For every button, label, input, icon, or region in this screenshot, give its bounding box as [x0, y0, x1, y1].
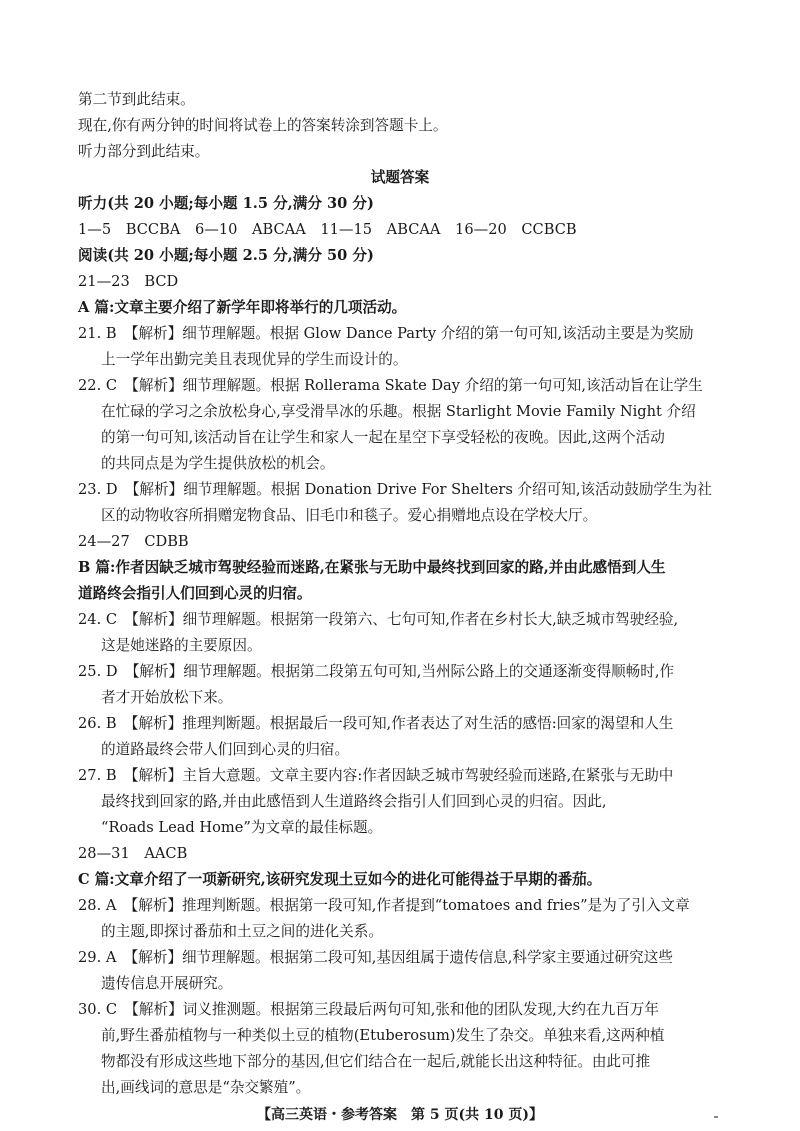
explanation-line: “Roads Lead Home”为文章的最佳标题。: [101, 819, 383, 836]
explanation-line: 30. C 【解析】词义推测题。根据第三段最后两句可知,张和他的团队发现,大约在九百万年: [78, 1001, 659, 1018]
explanation-line: 者才开始放松下来。: [101, 689, 233, 706]
listening-answers: 1—5 BCCBA 6—10 ABCAA 11—15 ABCAA 16—20 CCBCB: [78, 221, 577, 238]
passage-summary: A 篇:文章主要介绍了新学年即将举行的几项活动。: [78, 299, 407, 316]
listening-heading: 听力(共 20 小题;每小题 1.5 分,满分 30 分): [78, 195, 374, 212]
explanation-line: 的道路最终会带人们回到心灵的归宿。: [101, 741, 350, 758]
explanation-line: 遗传信息开展研究。: [101, 975, 233, 992]
margin-mark: [714, 1116, 718, 1118]
explanation-line: 的主题,即探讨番茄和土豆之间的进化关系。: [101, 923, 383, 940]
explanation-line: 出,画线词的意思是“杂交繁殖”。: [101, 1079, 311, 1096]
section-title: 试题答案: [370, 169, 430, 186]
answer-group: 28—31 AACB: [78, 845, 188, 862]
explanation-line: 24. C 【解析】细节理解题。根据第一段第六、七句可知,作者在乡村长大,缺乏城市驾驶经验,: [78, 611, 679, 628]
passage-summary: C 篇:文章介绍了一项新研究,该研究发现土豆如今的进化可能得益于早期的番茄。: [78, 871, 602, 888]
answer-group: 21—23 BCD: [78, 273, 179, 290]
text-line: 第二节到此结束。: [78, 91, 195, 108]
explanation-line: 25. D 【解析】细节理解题。根据第二段第五句可知,当州际公路上的交通逐渐变得顺畅时,作: [78, 663, 675, 680]
explanation-line: 28. A 【解析】推理判断题。根据第一段可知,作者提到“tomatoes and fries”是为了引入文章: [78, 897, 690, 914]
explanation-line: 物都没有形成这些地下部分的基因,但它们结合在一起后,就能长出这种特征。由此可推: [101, 1053, 651, 1070]
explanation-line: 22. C 【解析】细节理解题。根据 Rollerama Skate Day 介绍的第一句可知,该活动旨在让学生: [78, 377, 703, 394]
passage-summary: 道路终会指引人们回到心灵的归宿。: [78, 585, 312, 602]
text-line: 听力部分到此结束。: [78, 143, 210, 160]
explanation-line: 最终找到回家的路,并由此感悟到人生道路终会指引人们回到心灵的归宿。因此,: [101, 793, 607, 810]
explanation-line: 前,野生番茄植物与一种类似土豆的植物(Etuberosum)发生了杂交。单独来看,这两种植: [101, 1027, 665, 1044]
explanation-line: 上一学年出勤完美且表现优异的学生而设计的。: [101, 351, 408, 368]
explanation-line: 26. B 【解析】推理判断题。根据最后一段可知,作者表达了对生活的感悟:回家的渴望和人生: [78, 715, 674, 732]
explanation-line: 23. D 【解析】细节理解题。根据 Donation Drive For Shelters 介绍可知,该活动鼓励学生为社: [78, 481, 712, 498]
reading-heading: 阅读(共 20 小题;每小题 2.5 分,满分 50 分): [78, 247, 374, 264]
answer-group: 24—27 CDBB: [78, 533, 189, 550]
explanation-line: 的共同点是为学生提供放松的机会。: [101, 455, 335, 472]
explanation-line: 在忙碌的学习之余放松身心,享受滑旱冰的乐趣。根据 Starlight Movie Family Night 介绍: [101, 403, 696, 420]
page-footer: 【高三英语・参考答案 第 5 页(共 10 页)】: [257, 1107, 543, 1123]
text-line: 现在,你有两分钟的时间将试卷上的答案转涂到答题卡上。: [78, 117, 448, 134]
explanation-line: 21. B 【解析】细节理解题。根据 Glow Dance Party 介绍的第一句可知,该活动主要是为奖励: [78, 325, 694, 342]
explanation-line: 29. A 【解析】细节理解题。根据第二段可知,基因组属于遗传信息,科学家主要通过研究这些: [78, 949, 673, 966]
explanation-line: 区的动物收容所捐赠宠物食品、旧毛巾和毯子。爱心捐赠地点设在学校大厅。: [101, 507, 598, 524]
explanation-line: 这是她迷路的主要原因。: [101, 637, 262, 654]
explanation-line: 27. B 【解析】主旨大意题。文章主要内容:作者因缺乏城市驾驶经验而迷路,在紧张与无助中: [78, 767, 674, 784]
explanation-line: 的第一句可知,该活动旨在让学生和家人一起在星空下享受轻松的夜晚。因此,这两个活动: [101, 429, 665, 446]
passage-summary: B 篇:作者因缺乏城市驾驶经验而迷路,在紧张与无助中最终找到回家的路,并由此感悟到人生: [78, 559, 666, 576]
